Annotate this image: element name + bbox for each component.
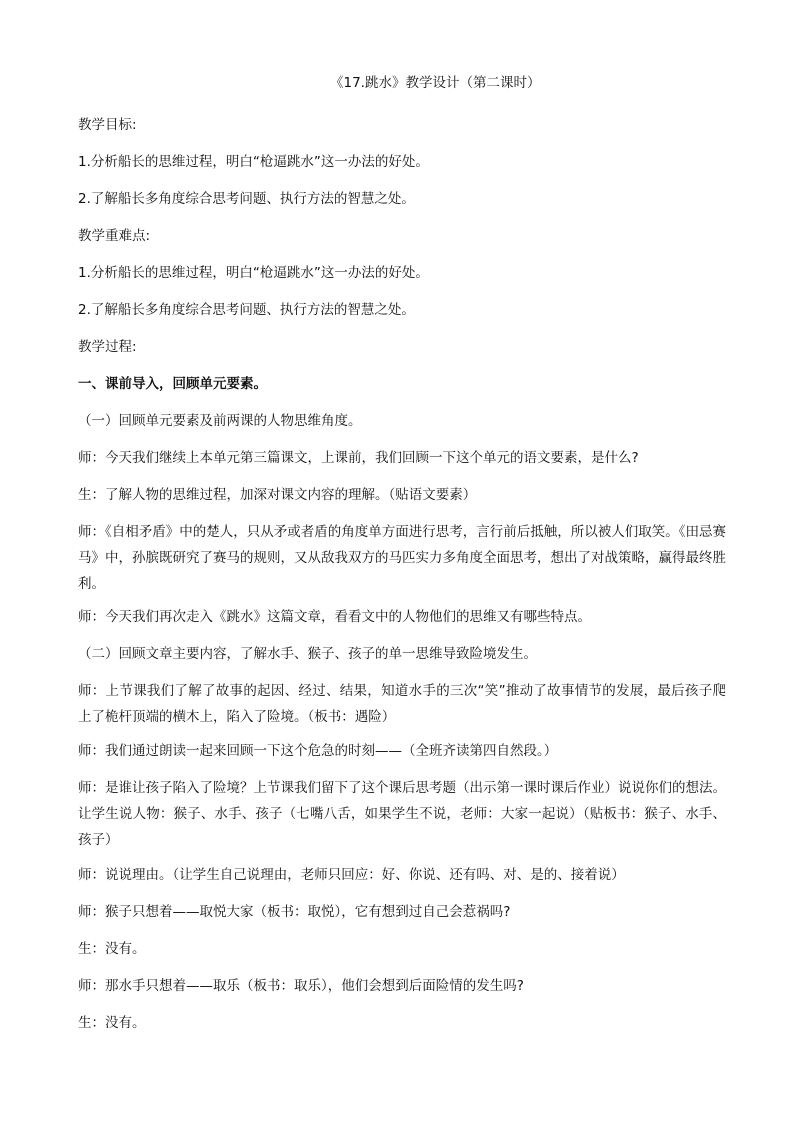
document-title: 《17.跳水》教学设计（第二课时）: [330, 75, 541, 91]
process-substep-1: （一）回顾单元要素及前两课的人物思维角度。: [78, 413, 362, 429]
dialogue-paragraph: 师：那水手只想着——取乐（板书：取乐），他们会想到后面险情的发生吗?: [78, 978, 524, 994]
dialogue-paragraph: 生：没有。: [78, 1015, 146, 1031]
dialogue-paragraph: 师：是谁让孩子陷入了险境？上节课我们留下了这个课后思考题（出示第一课时课后作业）说说你们的想法。让学生说人物：猴子、水手、孩子（七嘴八舌，如果学生不说，老师：大家一起说）（贴板书：猴子、水手、孩子）: [78, 780, 726, 848]
dialogue-paragraph: 师：猴子只想着——取悦大家（板书：取悦），它有想到过自己会惹祸吗?: [78, 904, 511, 920]
dialogue-paragraph: 生：没有。: [78, 941, 146, 957]
process-substep-2: （二）回顾文章主要内容，了解水手、猴子、孩子的单一思维导致险境发生。: [78, 646, 537, 662]
dialogue-paragraph: 生：了解人物的思维过程，加深对课文内容的理解。（贴语文要素）: [78, 487, 477, 503]
dialogue-paragraph: 师：今天我们继续上本单元第三篇课文，上课前，我们回顾一下这个单元的语文要素，是什么?: [78, 450, 639, 466]
process-step-heading: 一、课前导入，回顾单元要素。: [78, 376, 267, 392]
dialogue-paragraph: 师：上节课我们了解了故事的起因、经过、结果，知道水手的三次“笑”推动了故事情节的发展，最后孩子爬上了桅杆顶端的横木上，陷入了险境。（板书：遇险）: [78, 683, 726, 725]
section-heading-process: 教学过程:: [78, 339, 137, 355]
dialogue-paragraph: 师：今天我们再次走入《跳水》这篇文章，看看文中的人物他们的思维又有哪些特点。: [78, 609, 591, 625]
dialogue-paragraph: 师：说说理由。（让学生自己说理由，老师只回应：好、你说、还有吗、对、是的、接着说）: [78, 867, 625, 883]
key-point-item-1: 1.分析船长的思维过程，明白“枪逼跳水”这一办法的好处。: [78, 265, 429, 281]
section-heading-key-points: 教学重难点:: [78, 228, 151, 244]
key-point-item-2: 2.了解船长多角度综合思考问题、执行方法的智慧之处。: [78, 302, 415, 318]
dialogue-paragraph: 师：我们通过朗读一起来回顾一下这个危急的时刻——（全班齐读第四自然段。）: [78, 743, 558, 759]
section-heading-objectives: 教学目标:: [78, 117, 137, 133]
objective-item-2: 2.了解船长多角度综合思考问题、执行方法的智慧之处。: [78, 191, 415, 207]
objective-item-1: 1.分析船长的思维过程，明白“枪逼跳水”这一办法的好处。: [78, 154, 429, 170]
dialogue-paragraph: 师：《自相矛盾》中的楚人，只从矛或者盾的角度单方面进行思考，言行前后抵触，所以被人们取笑。《田忌赛马》中，孙膑既研究了赛马的规则，又从敌我双方的马匹实力多角度全面思考，想出了对战策略，赢得最终胜利。: [78, 524, 726, 592]
